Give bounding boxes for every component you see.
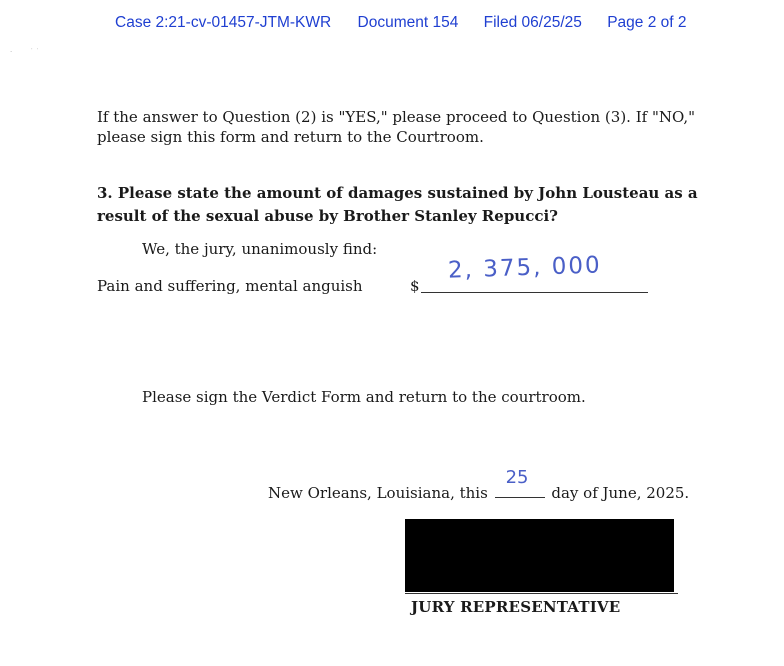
jury-representative-label: JURY REPRESENTATIVE [411,598,621,616]
question-3: 3. Please state the amount of damages sustained by John Lousteau as a result of the sexual abuse by Brother Stanley Repucci? [97,184,698,225]
document-header [115,14,687,32]
date-suffix: day of June, 2025. [551,484,690,502]
page-indicator: Page 2 of 2 [607,14,687,31]
handwritten-damages-amount: 2, 375, 000 [447,252,603,284]
question-2-instruction: If the answer to Question (2) is "YES," please proceed to Question (3). If "NO," please sign this form and return to the Courtroom. [97,108,696,146]
place-date-line [268,467,690,502]
day-blank [495,467,545,498]
jury-finding-statement: We, the jury, unanimously find: [142,240,378,258]
signature-line [405,593,678,594]
case-number: Case 2:21-cv-01457-JTM-KWR [115,14,332,31]
handwritten-day: 25 [505,467,529,488]
currency-symbol: $ [410,277,420,295]
amount-underline [421,292,648,293]
filed-date: Filed 06/25/25 [483,14,582,31]
damages-label: Pain and suffering, mental anguish [97,277,363,295]
place-prefix: New Orleans, Louisiana, this [268,484,488,502]
scan-specks: · ˙ ˙ [10,48,40,56]
redacted-signature-block [405,519,674,592]
document-number: Document 154 [357,14,459,31]
sign-instruction: Please sign the Verdict Form and return to the courtroom. [142,388,586,406]
